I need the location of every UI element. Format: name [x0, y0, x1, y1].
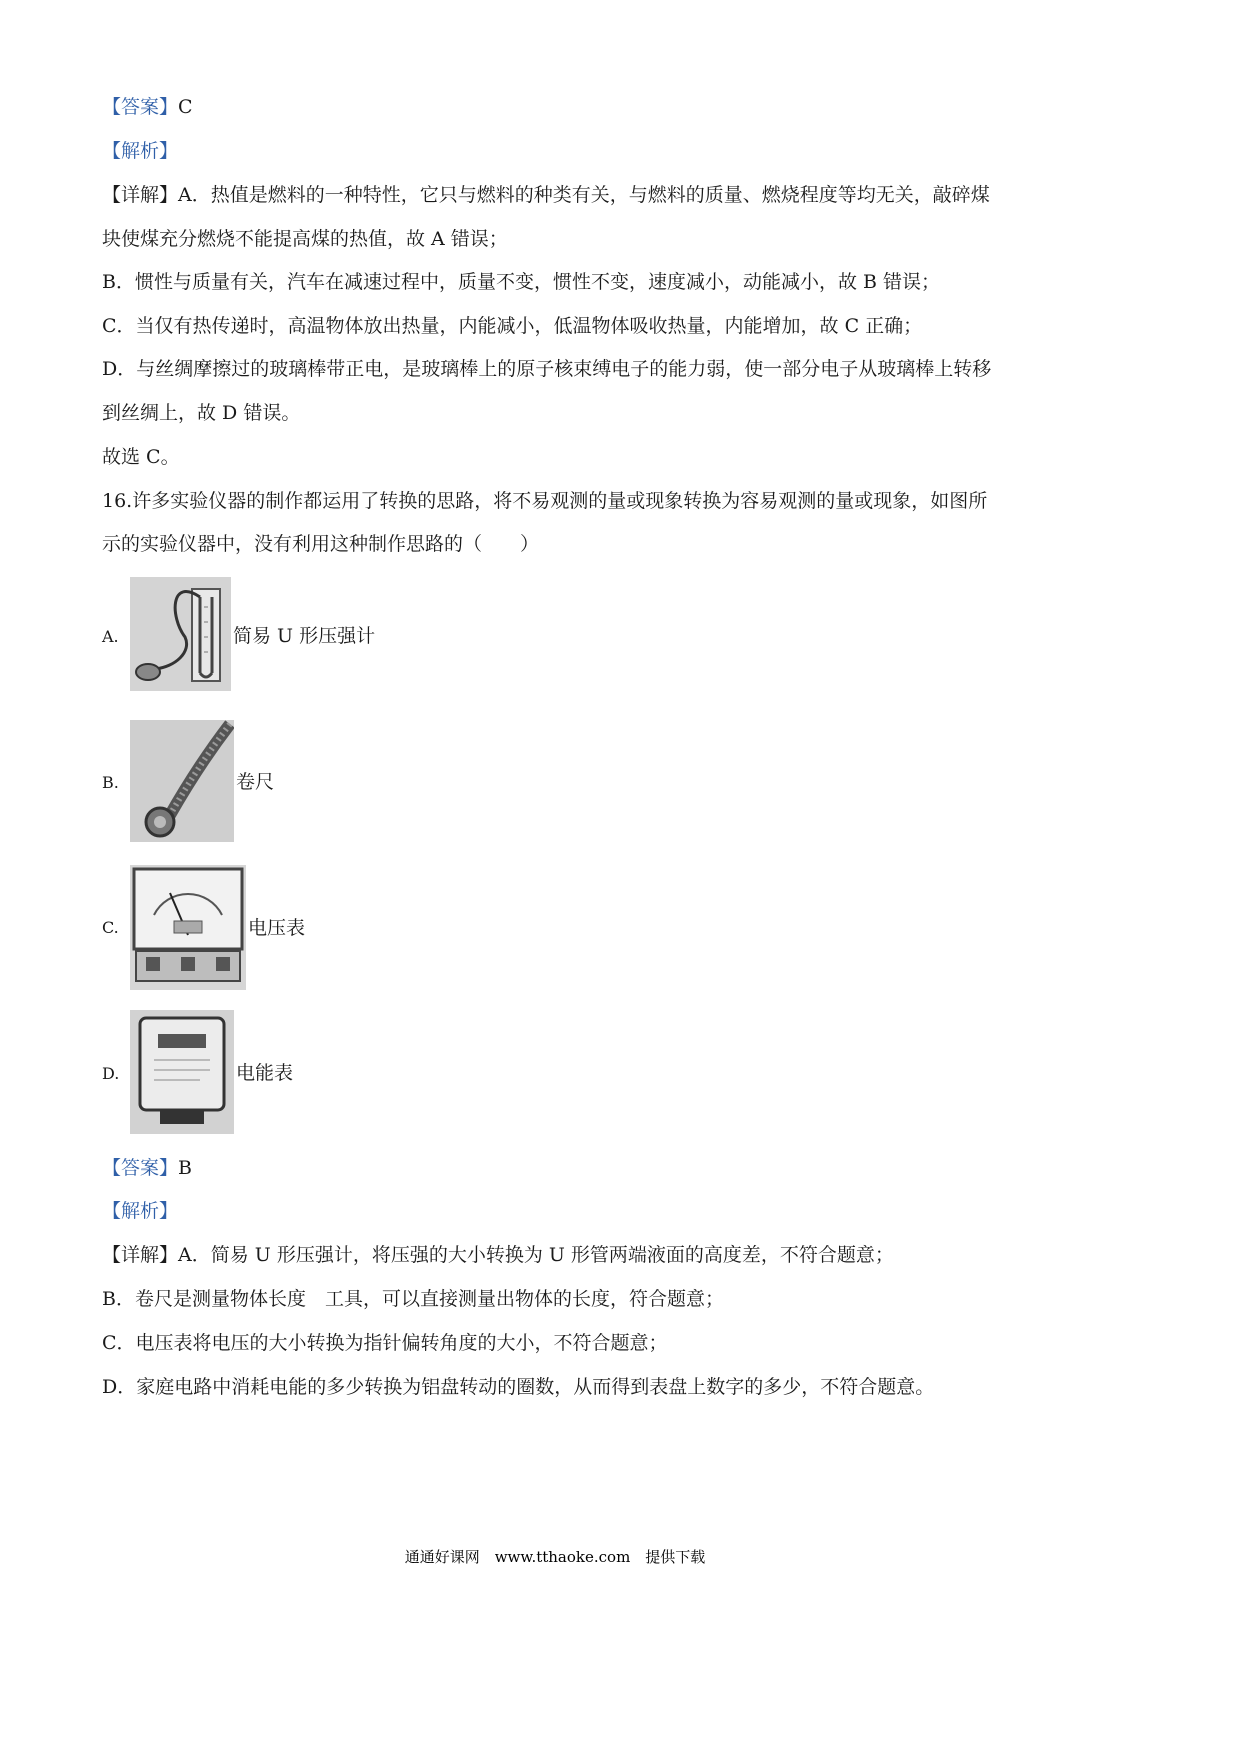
q16-analysis-tag: 【解析】 [102, 1200, 179, 1222]
option-c-letter: C. [102, 918, 119, 937]
q15-detail-line-1: 【详解】A．热值是燃料的一种特性，它只与燃料的种类有关，与燃料的质量、燃烧程度等均无关，敲碎煤 [102, 184, 990, 206]
q16-detail-a: 【详解】A．简易 U 形压强计，将压强的大小转换为 U 形管两端液面的高度差，不符合题意； [102, 1244, 894, 1266]
q15-option-b-analysis: B．惯性与质量有关，汽车在减速过程中，质量不变，惯性不变，速度减小，动能减小，故 B 错误； [102, 271, 941, 293]
option-c-label: 电压表 [248, 917, 306, 939]
q15-conclusion: 故选 C。 [102, 446, 180, 468]
q16-detail-b: B．卷尺是测量物体长度 工具，可以直接测量出物体的长度，符合题意； [102, 1288, 724, 1310]
answer-value: C [178, 96, 193, 118]
q16-detail-c: C．电压表将电压的大小转换为指针偏转角度的大小，不符合题意； [102, 1332, 668, 1354]
answer-value: B [178, 1157, 192, 1179]
q15-option-d-analysis-2: 到丝绸上，故 D 错误。 [102, 402, 301, 424]
option-d-letter: D. [102, 1064, 120, 1083]
q15-analysis-tag: 【解析】 [102, 140, 179, 162]
q15-answer-line [102, 95, 193, 119]
electricity-meter-image [130, 1010, 234, 1134]
option-b-label: 卷尺 [236, 771, 275, 793]
q16-stem-line-1: 16.许多实验仪器的制作都运用了转换的思路，将不易观测的量或现象转换为容易观测的量或现象，如图所 [102, 490, 988, 512]
option-b-letter: B. [102, 773, 119, 792]
answer-tag: 【答案】 [102, 96, 179, 118]
option-a-label: 简易 U 形压强计 [233, 625, 376, 647]
q15-option-c-analysis: C．当仅有热传递时，高温物体放出热量，内能减小，低温物体吸收热量，内能增加，故 C 正确； [102, 315, 923, 337]
tape-measure-image [130, 720, 234, 842]
q16-answer-line [102, 1156, 192, 1180]
q15-detail-line-2: 块使煤充分燃烧不能提高煤的热值，故 A 错误； [102, 228, 508, 250]
page-footer: 通通好课网 www.tthaoke.com 提供下载 [404, 1548, 706, 1566]
q15-option-d-analysis-1: D．与丝绸摩擦过的玻璃棒带正电，是玻璃棒上的原子核束缚电子的能力弱，使一部分电子从玻璃棒上转移 [102, 358, 992, 380]
u-tube-manometer-image [130, 577, 231, 691]
answer-tag: 【答案】 [102, 1157, 179, 1179]
option-d-label: 电能表 [236, 1062, 294, 1084]
option-a-letter: A. [102, 627, 119, 646]
q16-detail-d: D．家庭电路中消耗电能的多少转换为铝盘转动的圈数，从而得到表盘上数字的多少，不符合题意。 [102, 1376, 935, 1398]
q16-stem-line-2: 示的实验仪器中，没有利用这种制作思路的（ ） [102, 533, 540, 555]
voltmeter-image [130, 865, 246, 990]
